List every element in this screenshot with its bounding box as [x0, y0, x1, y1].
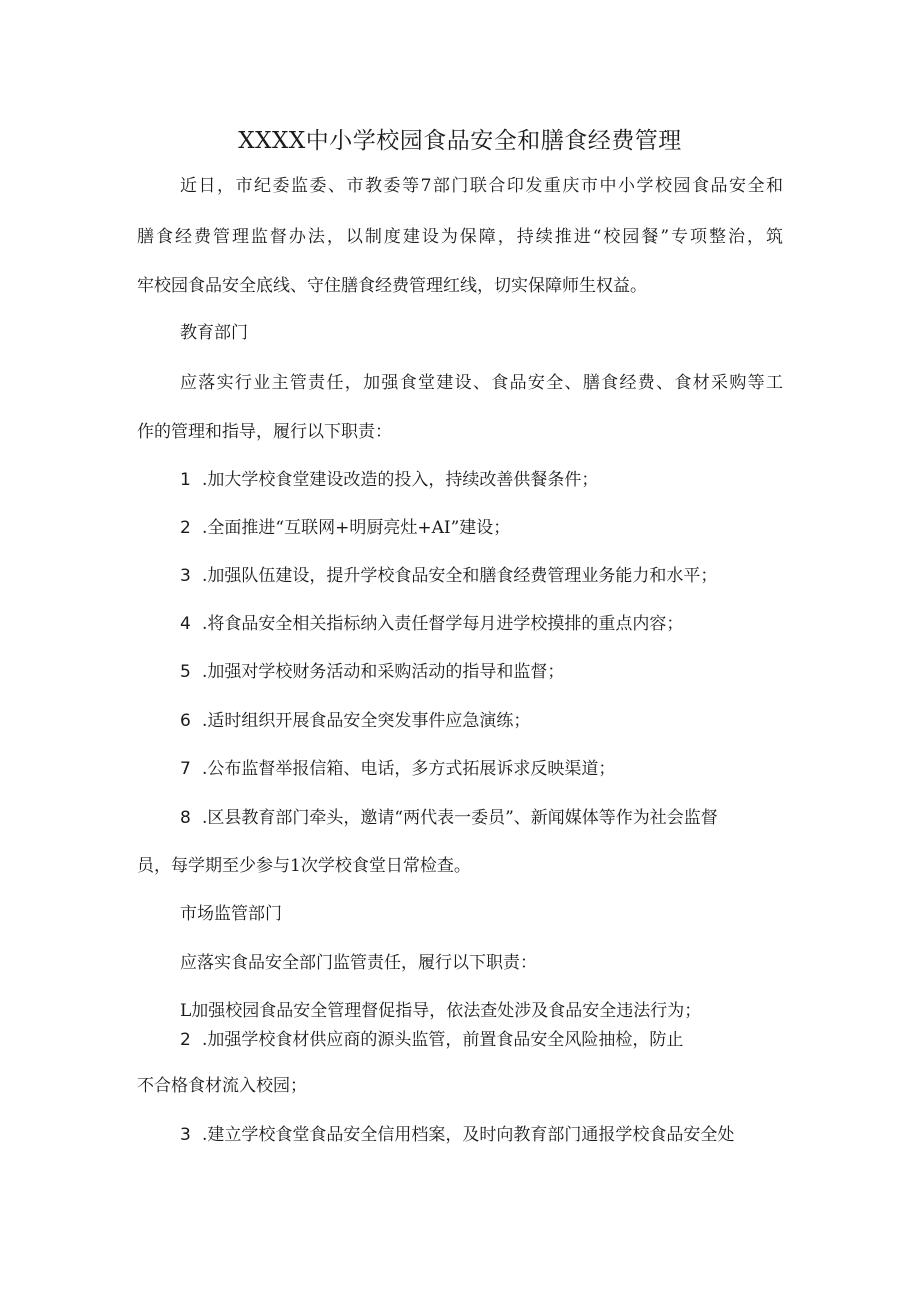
item-text: .建立学校食堂食品安全信用档案，及时向教育部门通报学校食品安全处: [202, 1125, 735, 1145]
market-desc: 应落实食品安全部门监管责任，履行以下职责：: [180, 953, 537, 973]
market-item-2-continued: 不合格食材流入校园；: [137, 1076, 307, 1096]
education-item-4: [180, 613, 683, 635]
item-number: 3: [180, 566, 191, 586]
intro-line-2: 膳食经费管理监督办法，以制度建设为保障，持续推进“校园餐”专项整治，筑: [137, 227, 783, 247]
item-number: 5: [180, 662, 191, 682]
item-number: 2: [180, 518, 191, 538]
item-text: .加大学校食堂建设改造的投入，持续改善供餐条件；: [202, 470, 599, 490]
education-item-6: [180, 710, 530, 732]
item-text: .公布监督举报信箱、电话，多方式拓展诉求反映渠道；: [202, 759, 616, 779]
item-text: .加强对学校财务活动和采购活动的指导和监督；: [202, 662, 565, 682]
item-number: 4: [180, 614, 191, 634]
education-desc-line-2: 作的管理和指导，履行以下职责：: [137, 422, 392, 442]
market-item-3: [180, 1124, 734, 1146]
market-item-2: [180, 1029, 683, 1051]
market-item-1: L加强校园食品安全管理督促指导，依法查处涉及食品安全违法行为；: [180, 1001, 702, 1021]
item-text: .加强学校食材供应商的源头监管，前置食品安全风险抽检，防止: [202, 1030, 684, 1050]
education-item-3: [180, 565, 717, 587]
item-number: 2: [180, 1030, 191, 1050]
education-item-1: [180, 469, 598, 491]
item-text: .区县教育部门牵头，邀请“两代表一委员”、新闻媒体等作为社会监督: [202, 808, 718, 828]
education-item-2: [180, 517, 510, 539]
item-text: .适时组织开展食品安全突发事件应急演练；: [202, 711, 531, 731]
item-text: .将食品安全相关指标纳入责任督学每月进学校摸排的重点内容；: [202, 614, 684, 634]
item-number: 1: [180, 470, 191, 490]
document-title: XXXX中小学校园食品安全和膳食经费管理: [238, 128, 682, 154]
item-text: .加强队伍建设，提升学校食品安全和膳食经费管理业务能力和水平；: [202, 566, 718, 586]
education-item-7: [180, 758, 615, 780]
intro-line-1: 近日，市纪委监委、市教委等7部门联合印发重庆市中小学校园食品安全和: [180, 176, 783, 196]
item-number: 6: [180, 711, 191, 731]
education-item-5: [180, 661, 564, 683]
item-number: 8: [180, 808, 191, 828]
section-heading-education: 教育部门: [180, 323, 248, 343]
item-text: .全面推进“互联网+明厨亮灶+AI”建设；: [202, 518, 511, 538]
section-heading-market: 市场监管部门: [180, 904, 282, 924]
intro-line-3: 牢校园食品安全底线、守住膳食经费管理红线，切实保障师生权益。: [137, 276, 647, 296]
item-number: 3: [180, 1125, 191, 1145]
item-number: 7: [180, 759, 191, 779]
education-item-8: [180, 807, 718, 829]
education-item-8-continued: 员，每学期至少参与1次学校食堂日常检查。: [137, 856, 471, 876]
education-desc-line-1: 应落实行业主管责任，加强食堂建设、食品安全、膳食经费、食材采购等工: [180, 373, 783, 393]
